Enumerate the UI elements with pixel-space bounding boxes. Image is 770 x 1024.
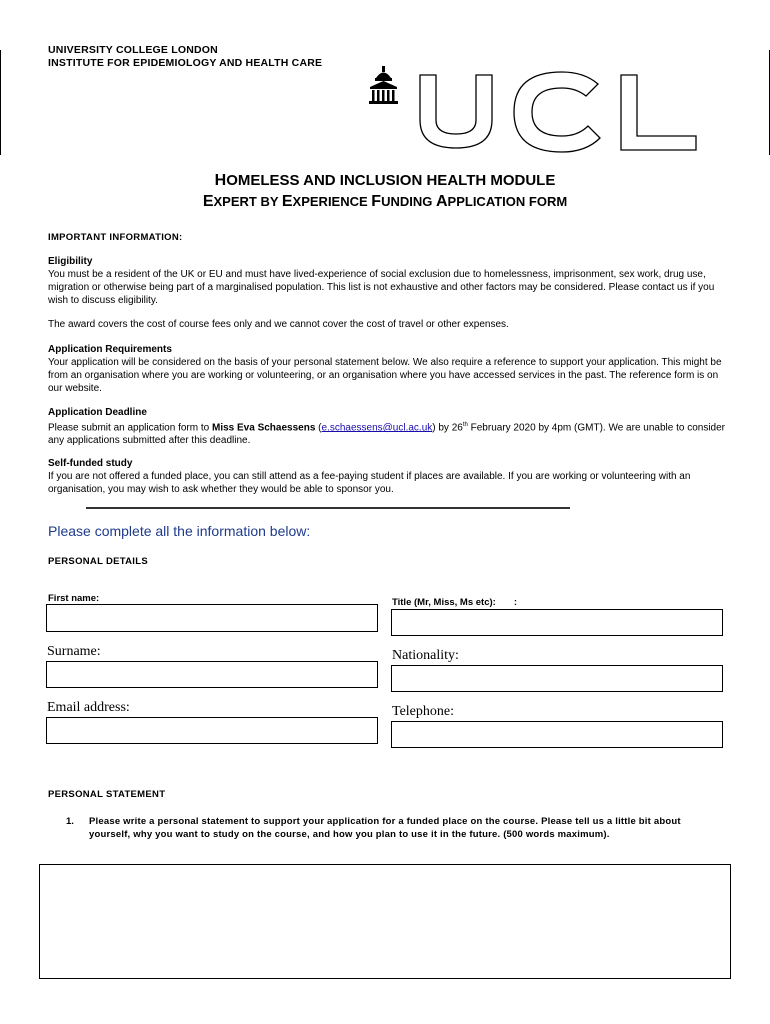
personal-statement-field[interactable] bbox=[39, 864, 731, 979]
deadline-text: Please submit an application form to Miss Eva Schaessens (e.schaessens@ucl.ac.uk) by 26th February 2020 by 4pm (GMT). We are unable to consider any applications submitted after this deadline. bbox=[48, 422, 726, 447]
deadline-heading: Application Deadline bbox=[48, 407, 147, 418]
self-funded-section bbox=[48, 457, 728, 496]
left-margin-line bbox=[0, 50, 1, 155]
contact-email-link[interactable]: e.schaessens@ucl.ac.uk bbox=[321, 422, 433, 434]
requirements-heading: Application Requirements bbox=[48, 344, 172, 355]
statement-item-number: 1. bbox=[66, 816, 74, 827]
form-title-line-2: EXPERT BY EXPERIENCE FUNDING APPLICATION FORM bbox=[202, 193, 568, 210]
ucl-logo bbox=[366, 60, 766, 163]
requirements-text: Your application will be considered on the basis of your personal statement below. We also require a reference to support your application. This might be from an organisation where you are working or volunteering, or an organisation where you have accessed services in the past. The reference form is on our website. bbox=[48, 357, 722, 394]
nationality-label: Nationality: bbox=[392, 648, 459, 663]
surname-field[interactable] bbox=[46, 661, 378, 688]
institution-line-1: UNIVERSITY COLLEGE LONDON bbox=[48, 44, 218, 56]
personal-statement-heading: PERSONAL STATEMENT bbox=[48, 789, 166, 800]
first-name-label: First name: bbox=[48, 593, 100, 604]
title-label: Title (Mr, Miss, Ms etc): : bbox=[392, 597, 517, 608]
section-divider bbox=[86, 507, 570, 509]
ucl-letters bbox=[420, 72, 696, 152]
email-label: Email address: bbox=[47, 700, 130, 715]
telephone-label: Telephone: bbox=[392, 704, 454, 719]
statement-instruction: Please write a personal statement to support your application for a funded place on the course. Please tell us a little bit about yourself, why you want to study on the course, and how you plan to use it in the future. (500 words maximum). bbox=[89, 816, 681, 840]
personal-details-heading: PERSONAL DETAILS bbox=[48, 556, 148, 567]
contact-name: Miss Eva Schaessens bbox=[211, 422, 316, 434]
self-funded-text: If you are not offered a funded place, you can still attend as a fee-paying student if places are available. If you are working or volunteering with an organisation, you may wish to ask whether they would be able to sponsor you. bbox=[48, 471, 691, 495]
surname-label: Surname: bbox=[47, 644, 101, 659]
first-name-field[interactable] bbox=[46, 604, 378, 632]
institution-line-2: INSTITUTE FOR EPIDEMIOLOGY AND HEALTH CARE bbox=[48, 57, 323, 69]
eligibility-text: You must be a resident of the UK or EU and must have lived-experience of social exclusion due to homelessness, imprisonment, sex work, drug use, migration or otherwise being part of a marginalised population. This list is not exhaustive and other factors may be considered. Please contact us if you wish to discuss eligibility. bbox=[48, 269, 715, 306]
eligibility-heading: Eligibility bbox=[48, 256, 93, 267]
title-field[interactable] bbox=[391, 609, 723, 636]
self-funded-heading: Self-funded study bbox=[48, 458, 133, 469]
nationality-field[interactable] bbox=[391, 665, 723, 692]
portico-icon bbox=[369, 66, 398, 104]
deadline-section bbox=[48, 406, 728, 447]
requirements-section bbox=[48, 343, 728, 395]
institution-header bbox=[48, 44, 322, 70]
important-information-heading: IMPORTANT INFORMATION: bbox=[48, 232, 183, 243]
ucl-logo-graphic bbox=[366, 60, 766, 158]
email-field[interactable] bbox=[46, 717, 378, 744]
form-title-line-1: HOMELESS AND INCLUSION HEALTH MODULE bbox=[214, 172, 556, 189]
eligibility-section bbox=[48, 255, 728, 307]
complete-info-heading: Please complete all the information below: bbox=[48, 523, 311, 539]
award-text: The award covers the cost of course fees only and we cannot cover the cost of travel or other expenses. bbox=[48, 319, 509, 330]
telephone-field[interactable] bbox=[391, 721, 723, 748]
